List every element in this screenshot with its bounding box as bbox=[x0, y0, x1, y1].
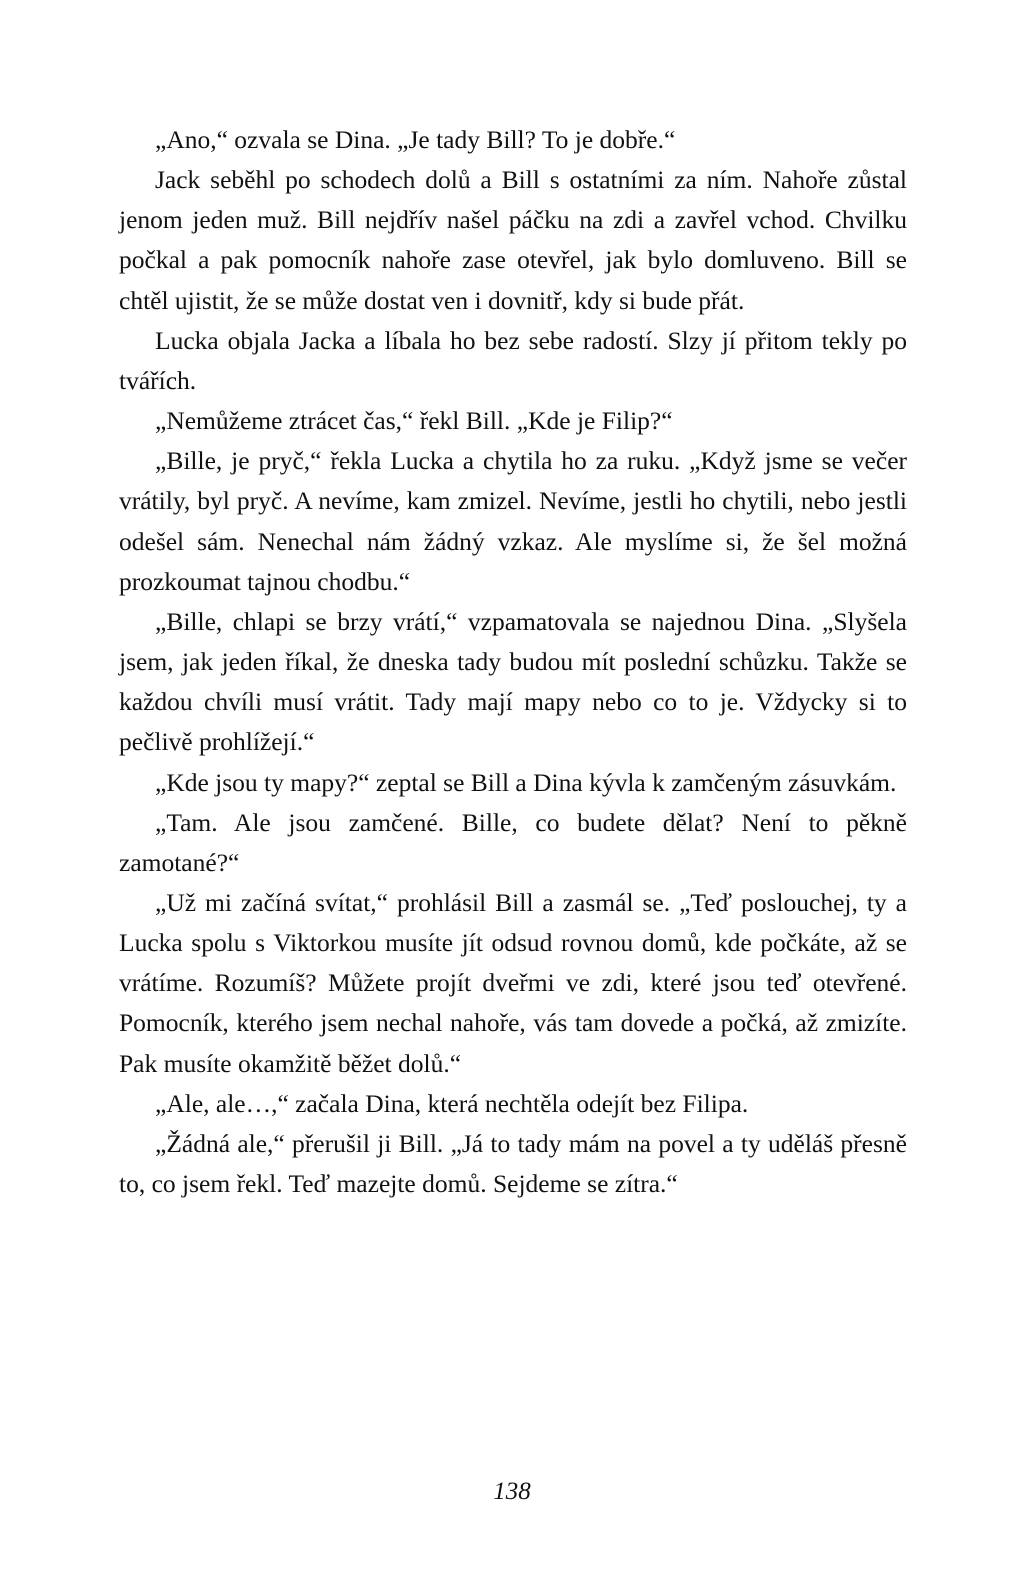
paragraph: „Nemůžeme ztrácet čas,“ řekl Bill. „Kde je Filip?“ bbox=[155, 406, 673, 436]
paragraph: „Bille, je pryč,“ řekla Lucka a chytila ho za ruku. „Když jsme se večer vrátily, byl pryč. A nevíme, kam zmizel. Nevíme, jestli ho chytili, nebo jestli odešel sám. Nenechal nám žádný vzkaz. Ale myslíme si, že šel možná prozkoumat tajnou chodbu.“ bbox=[119, 446, 907, 596]
paragraph: „Ano,“ ozvala se Dina. „Je tady Bill? To je dobře.“ bbox=[155, 125, 676, 154]
text-block bbox=[119, 120, 907, 1204]
paragraph: „Tam. Ale jsou zamčené. Bille, co budete dělat? Není to pěkně zamotané?“ bbox=[119, 807, 907, 877]
paragraph: „Bille, chlapi se brzy vrátí,“ vzpamatovala se najednou Dina. „Slyšela jsem, jak jeden říkal, že dneska tady budou mít poslední schůzku. Takže se každou chvíli musí vrátit. Tady mají mapy nebo co to je. Vždycky si to pečlivě prohlížejí.“ bbox=[119, 606, 907, 757]
paragraph: Jack seběhl po schodech dolů a Bill s ostatními za ním. Nahoře zůstal jenom jeden muž. Bill nejdřív našel páčku na zdi a zavřel vchod. Chvilku počkal a pak pomocník nahoře zase otevřel, jak bylo domluveno. Bill se chtěl ujistit, že se může dostat ven i dovnitř, kdy si bude přát. bbox=[119, 165, 907, 315]
paragraph: „Už mi začíná svítat,“ prohlásil Bill a zasmál se. „Teď poslouchej, ty a Lucka spolu s Viktorkou musíte jít odsud rovnou domů, kde počkáte, až se vrátíme. Rozumíš? Můžete projít dveřmi ve zdi, které jsou teď otevřené. Pomocník, kterého jsem nechal nahoře, vás tam dovede a počká, až zmizíte. Pak musíte okamžitě běžet dolů.“ bbox=[119, 887, 907, 1078]
paragraph: Lucka objala Jacka a líbala ho bez sebe radostí. Slzy jí přitom tekly po tvářích. bbox=[119, 325, 907, 395]
page-number: 138 bbox=[493, 1478, 531, 1505]
paragraph: „Ale, ale…,“ začala Dina, která nechtěla odejít bez Filipa. bbox=[155, 1088, 749, 1118]
paragraph: „Žádná ale,“ přerušil ji Bill. „Já to tady mám na povel a ty uděláš přesně to, co jsem řekl. Teď mazejte domů. Sejdeme se zítra.“ bbox=[119, 1128, 907, 1199]
paragraph: „Kde jsou ty mapy?“ zeptal se Bill a Dina kývla k zamčeným zásuvkám. bbox=[155, 767, 897, 797]
